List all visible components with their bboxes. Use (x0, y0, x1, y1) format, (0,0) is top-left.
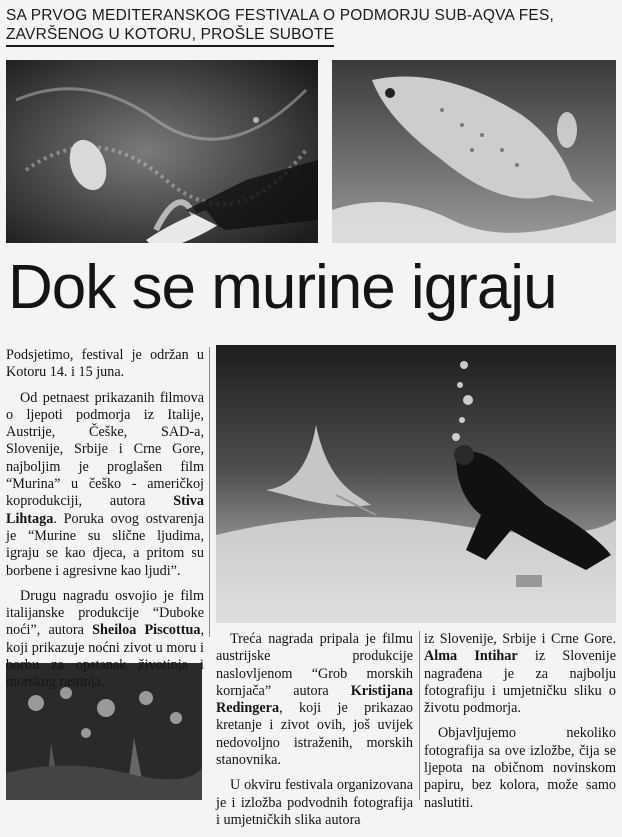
author-name: Sheiloa Piscottua (92, 622, 201, 639)
paragraph: iz Slovenije, Srbije i Crne Gore. Alma Intihar iz Slovenije nagrađena je za najbolju fotografiju i umjetničku sliku o životu podmorja. (424, 631, 616, 717)
column-divider (419, 631, 420, 800)
kicker-line-2: ZAVRŠENOG U KOTORU, PROŠLE SUBOTE (6, 25, 334, 47)
article-column-1 (6, 347, 204, 700)
author-name: Stiva Lihtaga (6, 493, 204, 527)
photo-manta-diver (216, 345, 616, 623)
paragraph: Drugu nagradu osvojio je film italijanske produkcije “Duboke noći”, autora Sheiloa Piscottua, koji prikazuje noćni zivot u moru i borbu za opstanak životinja i morskog rastinja. (6, 587, 204, 691)
kicker-line-1: SA PRVOG MEDITERANSKOG FESTIVALA O PODMORJU SUB-AQVA FES, (6, 7, 554, 24)
paragraph: Objavljujemo nekoliko fotografija sa ove izložbe, čija se ljepota na običnom novinskom papiru, bez kolora, može samo naslutiti. (424, 725, 616, 811)
photo-grouper-fish (332, 60, 616, 243)
paragraph: Podsjetimo, festival je održan u Kotoru 14. i 15 juna. (6, 347, 204, 381)
kicker (6, 6, 618, 47)
author-name: Kristijana Redingera (216, 682, 413, 717)
author-name: Alma Intihar (424, 648, 518, 665)
headline: Dok se murine igraju (8, 253, 557, 322)
paragraph: Od petnaest prikazanih filmova o ljepoti podmorja iz Italije, Austrije, Češke, SAD-a, Slovenije, Srbije i Crne Gore, najboljim je proglašen film “Murina” u češko - američkoj koprodukciji, autora Stiva Lihtaga. Poruka ovog ostvarenja je “Murine su slične ljudima, igraju se kao djeca, a pritom su borbene i agresivne kao ljudi”. (6, 389, 204, 579)
paragraph: Treća nagrada pripala je filmu austrijske produkcije naslovljenom “Grob morskih kornjača” autora Kristijana Redingera, koji je prikazao kretanje i zivot ovih, još uvijek nedovoljno istraženih, morskih stanovnika. (216, 631, 413, 769)
article-column-3 (424, 631, 616, 820)
article-column-2 (216, 631, 413, 837)
column-divider (209, 347, 210, 637)
paragraph: U okviru festivala organizovana je i izložba podvodnih fotografija i umjetničkih slika autora (216, 777, 413, 828)
photo-hands-moray (6, 60, 318, 243)
